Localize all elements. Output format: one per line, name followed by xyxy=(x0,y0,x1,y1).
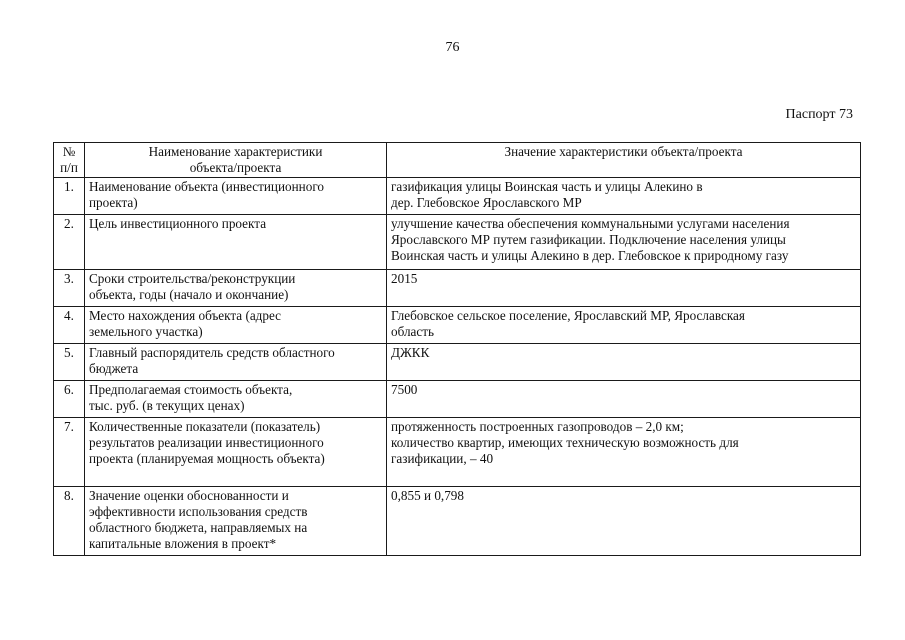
row-value: ДЖКК xyxy=(387,344,861,381)
row-number: 3. xyxy=(54,270,85,307)
row-value: Глебовское сельское поселение, Ярославский МР, Ярославская область xyxy=(387,307,861,344)
table-row xyxy=(54,381,861,418)
row-value: газификация улицы Воинская часть и улицы Алекино в дер. Глебовское Ярославского МР xyxy=(387,178,861,215)
table-row xyxy=(54,270,861,307)
row-number: 4. xyxy=(54,307,85,344)
row-characteristic: Наименование объекта (инвестиционного проекта) xyxy=(85,178,387,215)
table-row xyxy=(54,307,861,344)
row-value: 0,855 и 0,798 xyxy=(387,487,861,556)
passport-table xyxy=(53,142,861,556)
header-number: № п/п xyxy=(54,143,85,178)
table-row xyxy=(54,344,861,381)
row-characteristic: Место нахождения объекта (адрес земельного участка) xyxy=(85,307,387,344)
row-number: 5. xyxy=(54,344,85,381)
row-value: 7500 xyxy=(387,381,861,418)
header-value: Значение характеристики объекта/проекта xyxy=(387,143,861,178)
table-row xyxy=(54,215,861,270)
row-characteristic: Значение оценки обоснованности и эффективности использования средств областного бюджета, направляемых на капитальные вложения в проект* xyxy=(85,487,387,556)
row-value: 2015 xyxy=(387,270,861,307)
row-characteristic: Главный распорядитель средств областного бюджета xyxy=(85,344,387,381)
row-number: 8. xyxy=(54,487,85,556)
row-value: улучшение качества обеспечения коммунальными услугами населения Ярославского МР путем газификации. Подключение населения улицы Воинская часть и улицы Алекино в дер. Глебовское к природному газу xyxy=(387,215,861,270)
row-value: протяженность построенных газопроводов – 2,0 км; количество квартир, имеющих техническую возможность для газификации, – 40 xyxy=(387,418,861,487)
row-characteristic: Цель инвестиционного проекта xyxy=(85,215,387,270)
row-characteristic: Предполагаемая стоимость объекта, тыс. руб. (в текущих ценах) xyxy=(85,381,387,418)
row-number: 1. xyxy=(54,178,85,215)
row-characteristic: Сроки строительства/реконструкции объекта, годы (начало и окончание) xyxy=(85,270,387,307)
header-characteristic: Наименование характеристики объекта/проекта xyxy=(85,143,387,178)
table-row xyxy=(54,418,861,487)
table-header-row xyxy=(54,143,861,178)
row-number: 7. xyxy=(54,418,85,487)
table-row xyxy=(54,487,861,556)
row-number: 6. xyxy=(54,381,85,418)
passport-title: Паспорт 73 xyxy=(785,107,853,122)
table-row xyxy=(54,178,861,215)
row-number: 2. xyxy=(54,215,85,270)
page-number: 76 xyxy=(445,40,460,55)
row-characteristic: Количественные показатели (показатель) результатов реализации инвестиционного проекта (планируемая мощность объекта) xyxy=(85,418,387,487)
